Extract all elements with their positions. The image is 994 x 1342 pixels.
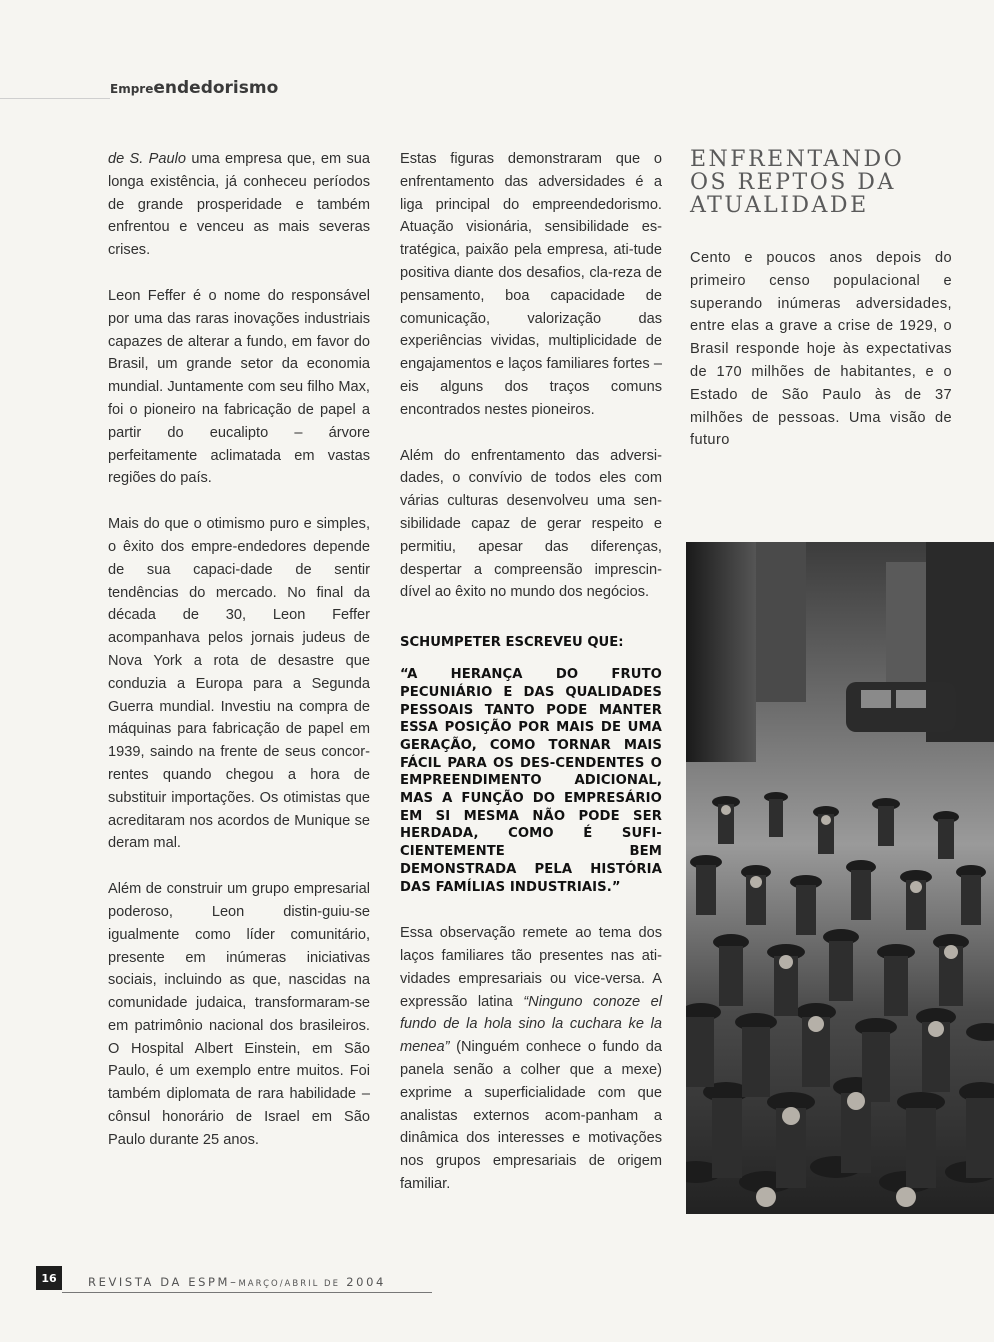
journal-name: REVISTA DA ESPM <box>88 1275 231 1289</box>
section-header-small: Empre <box>110 82 154 96</box>
text-column-1 <box>108 148 370 1175</box>
paragraph: Além do enfrentamento das adversi-dades, o convívio de todos eles com várias culturas desenvolveu uma sen-sibilidade capaz de gerar respeito e permitiu, apesar das diferenças, despertar a compreensão imprescin-dível ao êxito no mundo dos negócios. <box>400 447 662 601</box>
photo-illustration <box>686 542 994 1214</box>
paragraph: Leon Feffer é o nome do responsável por uma das raras inovações industriais capazes de alterar a fundo, em favor do Brasil, um grande setor da economia mundial. Juntamente com seu filho Max, foi o pioneiro na fabricação de papel a partir do eucalipto – árvore perfeitamente aclimatada em vastas regiões do país. <box>108 287 370 487</box>
paragraph: Cento e poucos anos depois do primeiro censo populacional e superando inúmeras adversidades, entre elas a grave a crise de 1929, o Brasil responde hoje às expectativas de 170 milhões de habitantes, e o Estado de São Paulo às de 37 milhões de pessoas. Uma visão de futuro <box>690 250 952 449</box>
footer-rule <box>62 1292 432 1293</box>
heading-line: ENFRENTANDO <box>690 147 905 172</box>
text-column-3 <box>690 148 952 475</box>
pull-quote: “A HERANÇA DO FRUTO PECUNIÁRIO E DAS QUALIDADES PESSOAIS TANTO PODE MANTER ESSA POSIÇÃO POR MAIS DE UMA GERAÇÃO, COMO TORNAR MAIS FÁCIL PARA OS DES-CENDENTES O EMPREENDIMENTO ADICIONAL, MAS A FUNÇÃO DO EMPRESÁRIO EM SI MESMA NÃO PODE SER HERDADA, COMO É SUFI-CIENTEMENTE BEM DEMONSTRADA PELA HISTÓRIA DAS FAMÍLIAS INDUSTRIAIS.” <box>400 667 662 895</box>
paragraph-text: (Ninguém conhece o fundo da panela senão a colher que a mexe) exprime a superficialidade com que analistas externos acom-panham a dinâmica dos interesses e motivações nos grupos empresariais de origem familiar. <box>400 1039 662 1193</box>
footer-journal-line <box>88 1275 386 1289</box>
paragraph: Além de construir um grupo empresarial poderoso, Leon distin-guiu-se igualmente como líder comunitário, presente em inúmeras iniciativas sociais, incluindo as que, nascidas na comunidade judaica, transformaram-se em patrimônio nacional dos brasileiros. O Hospital Albert Einstein, em São Paulo, é um exemplo entre muitos. Foi também diplomata de rara habilidade – cônsul honorário de Israel em São Paulo durante 25 anos. <box>108 881 370 1148</box>
page-number-box <box>36 1266 62 1290</box>
heading-line: OS REPTOS DA <box>690 170 896 195</box>
crowd-street-photo <box>686 542 994 1214</box>
heading-line: ATUALIDADE <box>690 193 869 218</box>
issue-months: MARÇO/ABRIL DE <box>238 1279 340 1289</box>
paragraph-text: uma empresa que, em sua longa existência, já conheceu períodos de grande prosperidade e também enfrentou e venceu as mais severas crises. <box>108 151 370 259</box>
paragraph <box>400 922 662 1196</box>
footer-dash: – <box>230 1275 239 1289</box>
section-header-big: endedorismo <box>153 78 279 98</box>
paragraph <box>108 148 370 262</box>
italic-text: de S. Paulo <box>108 151 186 167</box>
section-heading <box>690 148 952 217</box>
paragraph: Mais do que o otimismo puro e simples, o êxito dos empre-endedores depende de sua capaci-dade de sentir tendências do mercado. No final da década de 30, Leon Feffer acompanhava pelos jornais judeus de Nova York a rota de desastre que conduzia a Europa para a Segunda Guerra mundial. Investiu na compra de máquinas para fabricação de papel em 1939, saindo na frente de seus concor-rentes quando chegou a hora de substituir importações. Os otimistas que acreditaram nos acordos de Munique se deram mal. <box>108 516 370 852</box>
header-rule <box>0 98 110 99</box>
issue-year: 2004 <box>346 1275 386 1289</box>
quote-heading: SCHUMPETER ESCREVEU QUE: <box>400 635 624 651</box>
text-column-2 <box>400 148 662 1219</box>
italic-text: “Ninguno conoze el fundo de la hola sino la cuchara ke la menea” <box>400 993 662 1056</box>
section-header <box>110 78 278 98</box>
paragraph-text: Essa observação remete ao tema dos laços familiares tão presentes nas ati-vidades empresariais ou vice-versa. A expressão latina <box>400 925 662 1010</box>
page-number: 16 <box>41 1271 57 1285</box>
paragraph: Estas figuras demonstraram que o enfrentamento das adversidades é a liga principal do empreendedorismo. Atuação visionária, sensibilidade es-tratégica, paixão pela empresa, ati-tude positiva diante dos desafios, cla-reza de pensamento, boa capacidade de comunicação, valorização das experiências vividas, multiplicidade de engajamentos e laços familiares fortes – eis alguns dos traços comuns encontrados nestes pioneiros. <box>400 151 662 418</box>
